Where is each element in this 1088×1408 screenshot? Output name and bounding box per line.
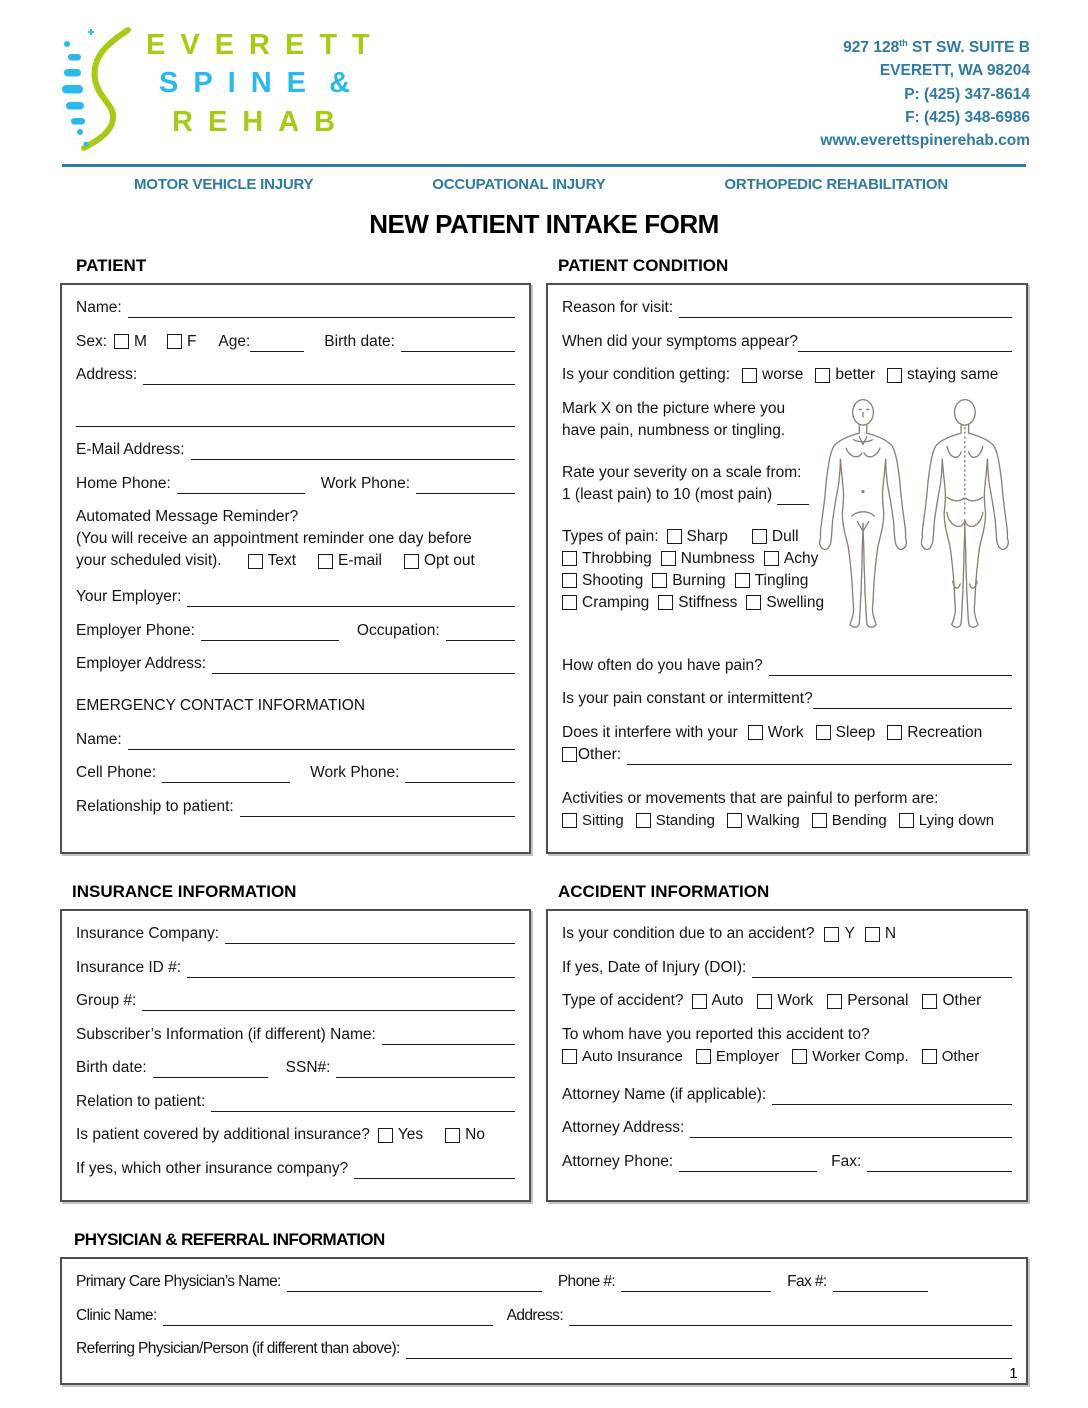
checkbox-type-work[interactable] xyxy=(757,994,772,1009)
checkbox-reported-auto-insurance[interactable] xyxy=(562,1049,577,1064)
employer-row: Your Employer: xyxy=(76,587,515,607)
checkbox-interfere-sleep[interactable] xyxy=(816,725,831,740)
attorney-address-input-line[interactable] xyxy=(690,1121,1012,1138)
employer-input-line[interactable] xyxy=(187,590,515,607)
mark-x-instruction-1: Mark X on the picture where you xyxy=(562,399,786,417)
checkbox-staying-same[interactable] xyxy=(887,368,902,383)
reason-input-line[interactable] xyxy=(679,301,1012,318)
physician-phone-input-line[interactable] xyxy=(621,1275,771,1292)
patient-box xyxy=(60,283,531,854)
checkbox-activity-bending[interactable] xyxy=(812,813,827,828)
checkbox-interfere-other[interactable] xyxy=(562,747,577,762)
date-of-injury-input-line[interactable] xyxy=(752,960,1012,977)
employer-phone-input-line[interactable] xyxy=(201,623,339,640)
severity-row xyxy=(562,485,814,505)
patient-address-row: Address: xyxy=(76,365,515,385)
employer-phone-row: Employer Phone: Occupation: xyxy=(76,621,515,641)
clinic-address-input-line[interactable] xyxy=(569,1308,1012,1325)
logo-line-2: SPINE & xyxy=(159,67,366,100)
clinic-row: Clinic Name: Address: xyxy=(76,1306,1012,1326)
fax-number: F: (425) 348-6986 xyxy=(905,108,1030,126)
checkbox-additional-yes[interactable] xyxy=(378,1128,393,1143)
pcp-row: Primary Care Physician’s Name: Phone #: Fax #: xyxy=(76,1272,1012,1292)
patient-heading: PATIENT xyxy=(76,256,147,276)
services-bar xyxy=(58,176,1030,193)
accident-heading: ACCIDENT INFORMATION xyxy=(558,882,770,902)
email-row: E-Mail Address: xyxy=(76,440,515,460)
activities-label-row: Activities or movements that are painful to perform are: xyxy=(562,789,939,807)
checkbox-sex-f[interactable] xyxy=(167,334,182,349)
checkbox-pain-dull[interactable] xyxy=(752,529,767,544)
checkbox-pain-swelling[interactable] xyxy=(746,595,761,610)
website-url[interactable]: www.everettspinerehab.com xyxy=(820,132,1030,149)
clinic-name xyxy=(146,26,385,141)
age-input-line[interactable] xyxy=(250,334,304,351)
work-phone-input-line[interactable] xyxy=(416,476,515,493)
date-of-injury-row: If yes, Date of Injury (DOI): xyxy=(562,958,1012,978)
checkbox-activity-sitting[interactable] xyxy=(562,813,577,828)
checkbox-additional-no[interactable] xyxy=(445,1128,460,1143)
condition-section xyxy=(546,252,1028,854)
condition-heading: PATIENT CONDITION xyxy=(558,256,729,276)
phone-number: P: (425) 347-8614 xyxy=(904,85,1030,103)
service-occupational: OCCUPATIONAL INJURY xyxy=(432,176,606,194)
checkbox-accident-yes[interactable] xyxy=(824,927,839,942)
patient-address-row-2 xyxy=(76,409,515,426)
checkbox-pain-cramping[interactable] xyxy=(562,595,577,610)
attorney-phone-row: Attorney Phone: Fax: xyxy=(562,1152,1012,1172)
form-title: NEW PATIENT INTAKE FORM xyxy=(369,209,719,240)
attorney-fax-input-line[interactable] xyxy=(867,1154,1012,1171)
spine-logo-icon xyxy=(58,26,138,152)
emergency-heading-row xyxy=(76,696,515,716)
body-diagram-back xyxy=(921,399,1008,627)
address-line-1: 927 128th ST SW. SUITE B xyxy=(843,37,1030,56)
header-divider xyxy=(62,164,1026,167)
accident-box xyxy=(546,909,1028,1202)
other-insurance-row: If yes, which other insurance company? xyxy=(76,1159,515,1179)
address-line-2: EVERETT, WA 98204 xyxy=(879,62,1030,80)
physician-box xyxy=(60,1257,1028,1385)
accident-section xyxy=(546,878,1028,1202)
header xyxy=(58,26,1030,152)
referring-row: Referring Physician/Person (if different than above): xyxy=(76,1339,1012,1359)
patient-sex-age-row: Sex: M F Age: Birth date: xyxy=(76,332,515,352)
interfere-other-row: Other: xyxy=(562,745,1012,765)
condition-box xyxy=(546,283,1028,854)
checkbox-reminder-email[interactable] xyxy=(318,554,333,569)
subscriber-birth-input-line[interactable] xyxy=(153,1061,268,1078)
relationship-input-line[interactable] xyxy=(240,799,515,816)
reported-options-row: Auto Insurance Employer Worker Comp. Other xyxy=(562,1047,1012,1067)
emergency-phones-row: Cell Phone: Work Phone: xyxy=(76,763,515,783)
attorney-name-input-line[interactable] xyxy=(772,1087,1012,1104)
reminder-question-row: Automated Message Reminder? xyxy=(76,508,299,526)
checkbox-activity-lying-down[interactable] xyxy=(899,813,914,828)
home-phone-input-line[interactable] xyxy=(177,476,305,493)
accident-type-row: Type of accident? Auto Work Personal Other xyxy=(562,992,982,1010)
other-insurance-input-line[interactable] xyxy=(354,1161,515,1178)
checkbox-reported-employer[interactable] xyxy=(696,1049,711,1064)
insurance-id-input-line[interactable] xyxy=(187,960,515,977)
subscriber-birth-ssn-row: Birth date: SSN#: xyxy=(76,1058,515,1078)
checkbox-pain-achy[interactable] xyxy=(764,551,779,566)
group-number-input-line[interactable] xyxy=(142,994,515,1011)
insurance-company-input-line[interactable] xyxy=(225,927,515,944)
relationship-row: Relationship to patient: xyxy=(76,797,515,817)
relation-input-line[interactable] xyxy=(211,1094,515,1111)
physician-section xyxy=(60,1226,1028,1385)
attorney-address-row: Attorney Address: xyxy=(562,1118,1012,1138)
logo-line-1: EVERETT xyxy=(146,29,385,61)
checkbox-type-personal[interactable] xyxy=(827,994,842,1009)
checkbox-pain-stiffness[interactable] xyxy=(658,595,673,610)
checkbox-activity-standing[interactable] xyxy=(636,813,651,828)
insurance-company-row: Insurance Company: xyxy=(76,924,515,944)
emergency-cell-input-line[interactable] xyxy=(162,766,290,783)
patient-name-row: Name: xyxy=(76,298,515,318)
relation-row: Relation to patient: xyxy=(76,1092,515,1112)
emergency-contact-heading: EMERGENCY CONTACT INFORMATION xyxy=(76,697,366,715)
employer-address-row: Employer Address: xyxy=(76,654,515,674)
clinic-logo xyxy=(58,26,385,152)
checkbox-type-other[interactable] xyxy=(922,994,937,1009)
accident-due-row: Is your condition due to an accident? Y N xyxy=(562,925,897,943)
additional-insurance-row: Is patient covered by additional insurance? Yes No xyxy=(76,1126,485,1144)
service-motor-vehicle: MOTOR VEHICLE INJURY xyxy=(134,176,314,194)
checkbox-accident-no[interactable] xyxy=(865,927,880,942)
pcp-name-input-line[interactable] xyxy=(287,1275,542,1292)
checkbox-reported-worker-comp[interactable] xyxy=(792,1049,807,1064)
severity-instruction-1: Rate your severity on a scale from: xyxy=(562,463,802,481)
pain-types-row-2: Throbbing Numbness Achy xyxy=(562,549,814,569)
pain-frequency-input-line[interactable] xyxy=(769,658,1012,675)
reminder-note-row-2: your scheduled visit). Text E-mail Opt out xyxy=(76,552,475,570)
insurance-id-row: Insurance ID #: xyxy=(76,958,515,978)
activities-options-row: Sitting Standing Walking Bending Lying down xyxy=(562,811,1012,831)
emergency-name-input-line[interactable] xyxy=(128,732,515,749)
email-input-line[interactable] xyxy=(191,443,515,460)
checkbox-pain-sharp[interactable] xyxy=(667,529,682,544)
insurance-box xyxy=(60,909,531,1202)
patient-section xyxy=(60,252,531,854)
checkbox-interfere-recreation[interactable] xyxy=(887,725,902,740)
patient-name-input-line[interactable] xyxy=(128,301,515,318)
physician-fax-input-line[interactable] xyxy=(833,1275,928,1292)
condition-getting-row: Is your condition getting: worse better staying same xyxy=(562,366,999,384)
attorney-phone-input-line[interactable] xyxy=(679,1154,817,1171)
symptoms-input-line[interactable] xyxy=(798,334,1012,351)
checkbox-type-auto[interactable] xyxy=(692,994,707,1009)
pain-frequency-row: How often do you have pain? xyxy=(562,656,1012,676)
phones-row: Home Phone: Work Phone: xyxy=(76,474,515,494)
group-number-row: Group #: xyxy=(76,991,515,1011)
severity-instruction-2: 1 (least pain) to 10 (most pain) xyxy=(562,485,773,503)
subscriber-name-input-line[interactable] xyxy=(382,1027,515,1044)
severity-input-line[interactable] xyxy=(777,489,809,505)
page-number: 1 xyxy=(1009,1365,1017,1383)
physician-heading: PHYSICIAN & REFERRAL INFORMATION xyxy=(74,1230,385,1250)
reported-label-row: To whom have you reported this accident to? xyxy=(562,1025,870,1043)
checkbox-pain-numbness[interactable] xyxy=(661,551,676,566)
checkbox-reported-other[interactable] xyxy=(922,1049,937,1064)
occupation-input-line[interactable] xyxy=(446,623,515,640)
insurance-section xyxy=(60,878,531,1202)
checkbox-interfere-work[interactable] xyxy=(748,725,763,740)
clinic-name-input-line[interactable] xyxy=(163,1308,493,1325)
checkbox-pain-tingling[interactable] xyxy=(735,573,750,588)
reason-row: Reason for visit: xyxy=(562,298,1012,318)
pain-diagram[interactable] xyxy=(814,393,1012,646)
checkbox-activity-walking[interactable] xyxy=(727,813,742,828)
pain-types-row-4: Cramping Stiffness Swelling xyxy=(562,593,814,613)
referring-physician-input-line[interactable] xyxy=(406,1342,1012,1359)
pain-types-row-3: Shooting Burning Tingling xyxy=(562,571,814,591)
employer-address-input-line[interactable] xyxy=(212,657,515,674)
checkbox-sex-m[interactable] xyxy=(114,334,129,349)
checkbox-pain-burning[interactable] xyxy=(652,573,667,588)
emergency-work-phone-input-line[interactable] xyxy=(405,766,515,783)
checkbox-pain-shooting[interactable] xyxy=(562,573,577,588)
clinic-contact-info xyxy=(820,26,1030,152)
checkbox-reminder-opt-out[interactable] xyxy=(404,554,419,569)
insurance-heading: INSURANCE INFORMATION xyxy=(72,882,297,902)
emergency-name-row: Name: xyxy=(76,730,515,750)
subscriber-row: Subscriber’s Information (if different) Name: xyxy=(76,1025,515,1045)
address-input-line[interactable] xyxy=(143,368,515,385)
body-diagram-front xyxy=(820,399,907,627)
ssn-input-line[interactable] xyxy=(336,1061,515,1078)
checkbox-better[interactable] xyxy=(815,368,830,383)
checkbox-worse[interactable] xyxy=(742,368,757,383)
pain-constant-input-line[interactable] xyxy=(813,692,1012,709)
checkbox-pain-throbbing[interactable] xyxy=(562,551,577,566)
birth-date-input-line[interactable] xyxy=(401,334,515,351)
checkbox-reminder-text[interactable] xyxy=(248,554,263,569)
pain-constant-row: Is your pain constant or intermittent? xyxy=(562,689,1012,709)
mark-x-instruction-2: have pain, numbness or tingling. xyxy=(562,421,786,439)
pain-types-row-1: Types of pain: Sharp Dull xyxy=(562,527,799,545)
interfere-row: Does it interfere with your Work Sleep Recreation xyxy=(562,723,983,741)
symptoms-row: When did your symptoms appear? xyxy=(562,332,1012,352)
service-orthopedic: ORTHOPEDIC REHABILITATION xyxy=(724,176,948,194)
address-input-line-2[interactable] xyxy=(76,409,515,426)
interfere-other-input-line[interactable] xyxy=(627,747,1012,764)
attorney-name-row: Attorney Name (if applicable): xyxy=(562,1085,1012,1105)
reminder-note-row-1: (You will receive an appointment reminder one day before xyxy=(76,530,472,548)
logo-line-3: REHAB xyxy=(172,105,351,138)
